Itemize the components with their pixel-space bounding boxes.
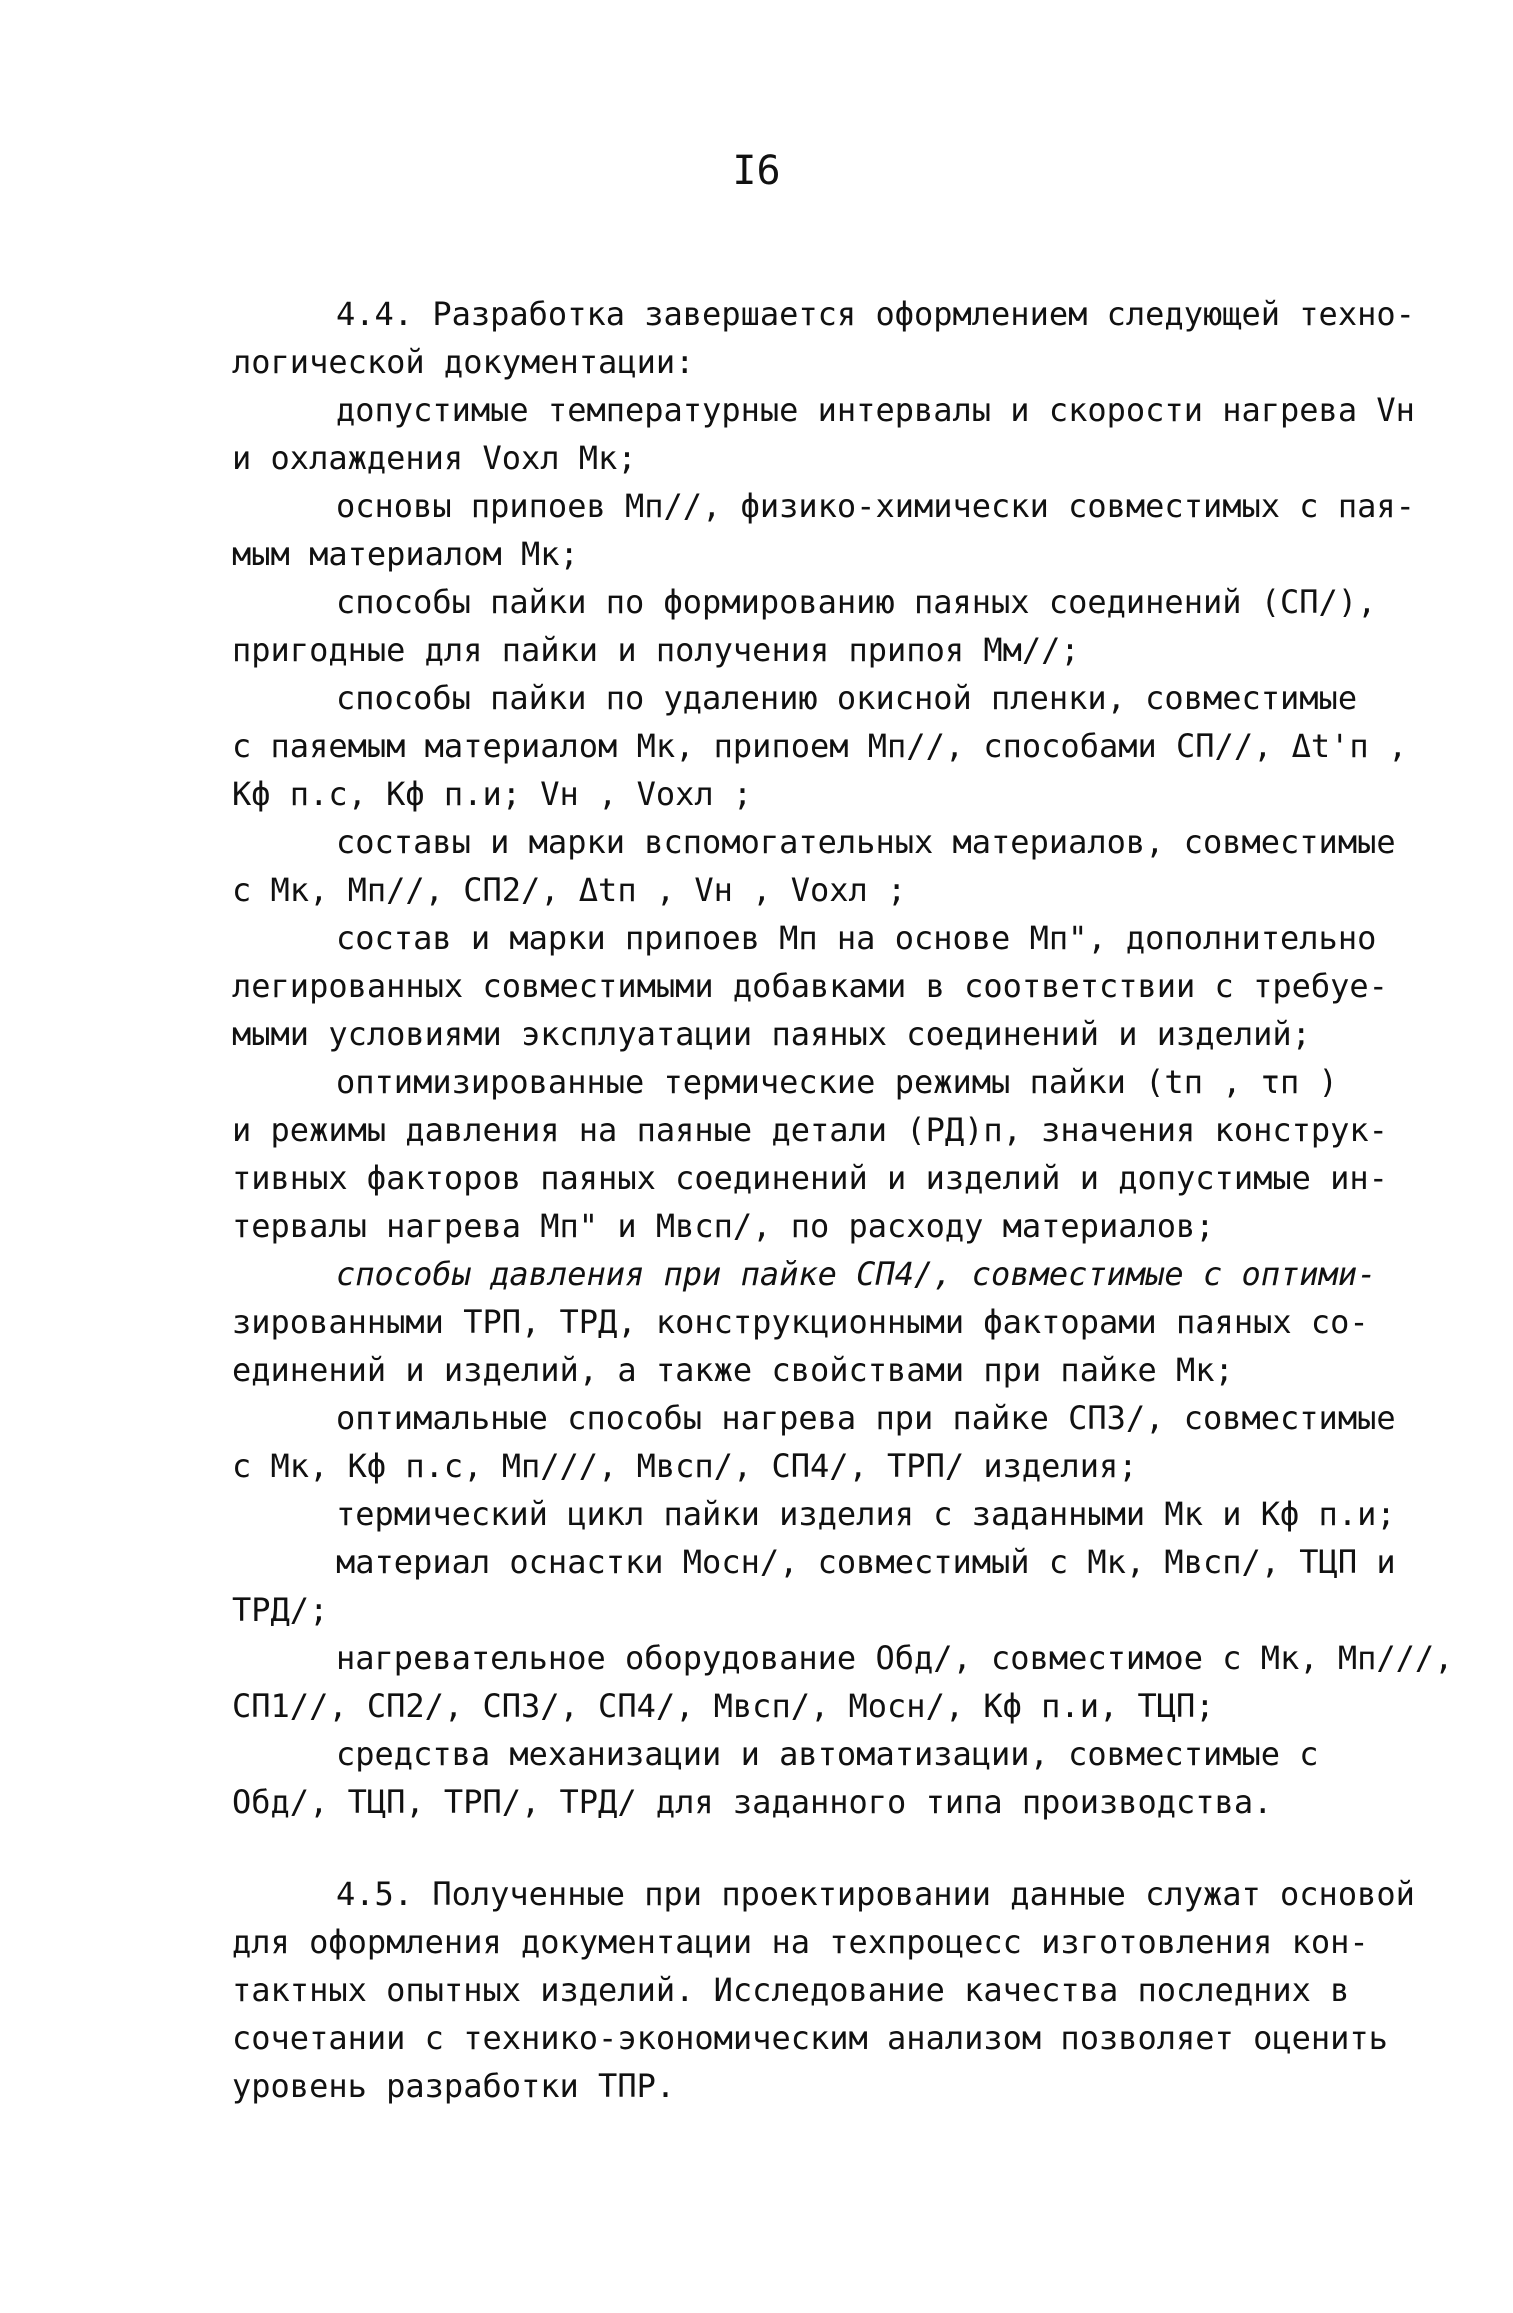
list-item-line: основы припоев Mп//, физико-химически совместимых с пая- — [336, 487, 1415, 525]
list-item-line: и режимы давления на паяные детали (РД)п, значения конструк- — [232, 1111, 1388, 1149]
paragraph-line: тактных опытных изделий. Исследование качества последних в — [232, 1971, 1350, 2009]
paragraph-line: сочетании с технико-экономическим анализом позволяет оценить — [232, 2019, 1388, 2057]
list-item-line: способы пайки по формированию паяных соединений (СП/), — [336, 583, 1377, 621]
list-item-line: пригодные для пайки и получения припоя Mм//; — [232, 631, 1080, 669]
list-item-line: легированных совместимыми добавками в соответствии с требуе- — [232, 967, 1388, 1005]
list-item-line: допустимые температурные интервалы и скорости нагрева Vн — [336, 391, 1415, 429]
list-item-line: состав и марки припоев Mп на основе Mп", дополнительно — [336, 919, 1377, 957]
paragraph-line: 4.4. Разработка завершается оформлением следующей техно- — [336, 295, 1415, 333]
list-item-line: с паяемым материалом Mк, припоем Mп//, способами СП//, Δt'п , — [232, 727, 1408, 765]
list-item-line: средства механизации и автоматизации, совместимые с — [336, 1735, 1319, 1773]
list-item-line: с Mк, Kф п.с, Mп///, Mвсп/, СП4/, ТРП/ изделия; — [232, 1447, 1138, 1485]
list-item-line: мым материалом Mк; — [232, 535, 579, 573]
list-item-line: способы пайки по удалению окисной пленки, совместимые — [336, 679, 1358, 717]
list-item-line: Kф п.с, Kф п.и; Vн , Vохл ; — [232, 775, 753, 813]
section-4-5 — [232, 1870, 1452, 2110]
list-item-line: оптимизированные термические режимы пайки (tп , τп ) — [336, 1063, 1338, 1101]
list-item-line: и охлаждения Vохл Mк; — [232, 439, 637, 477]
list-item-line: ТРД/; — [232, 1591, 329, 1629]
list-item-line: Обд/, ТЦП, ТРП/, ТРД/ для заданного типа производства. — [232, 1783, 1273, 1821]
list-item-line: мыми условиями эксплуатации паяных соединений и изделий; — [232, 1015, 1311, 1053]
list-item-line: тервалы нагрева Mп" и Mвсп/, по расходу материалов; — [232, 1207, 1215, 1245]
list-item-line: зированными ТРП, ТРД, конструкционными факторами паяных со- — [232, 1303, 1369, 1341]
list-item-line: материал оснастки Mосн/, совместимый с Mк, Mвсп/, ТЦП и — [336, 1543, 1396, 1581]
paragraph-line: для оформления документации на техпроцесс изготовления кон- — [232, 1923, 1369, 1961]
list-item-line: составы и марки вспомогательных материалов, совместимые — [336, 823, 1396, 861]
section-4-4 — [232, 290, 1452, 1826]
page-number: I6 — [732, 148, 781, 194]
list-item-line: тивных факторов паяных соединений и изделий и допустимые ин- — [232, 1159, 1388, 1197]
list-item-line: термический цикл пайки изделия с заданными Mк и Kф п.и; — [336, 1495, 1396, 1533]
list-item-line: оптимальные способы нагрева при пайке СП3/, совместимые — [336, 1399, 1396, 1437]
list-item-line: нагревательное оборудование Обд/, совместимое с Mк, Mп///, — [336, 1639, 1454, 1677]
paragraph-line: уровень разработки ТПР. — [232, 2067, 676, 2105]
paragraph-line: 4.5. Полученные при проектировании данные служат основой — [336, 1875, 1415, 1913]
list-item-line: способы давления при пайке СП4/, совместимые с оптими- — [336, 1255, 1377, 1293]
list-item-line: СП1//, СП2/, СП3/, СП4/, Mвсп/, Mосн/, Kф п.и, ТЦП; — [232, 1687, 1215, 1725]
list-item-line: единений и изделий, а также свойствами при пайке Mк; — [232, 1351, 1234, 1389]
list-item-line: с Mк, Mп//, СП2/, Δtп , Vн , Vохл ; — [232, 871, 907, 909]
paragraph-line: логической документации: — [232, 343, 695, 381]
